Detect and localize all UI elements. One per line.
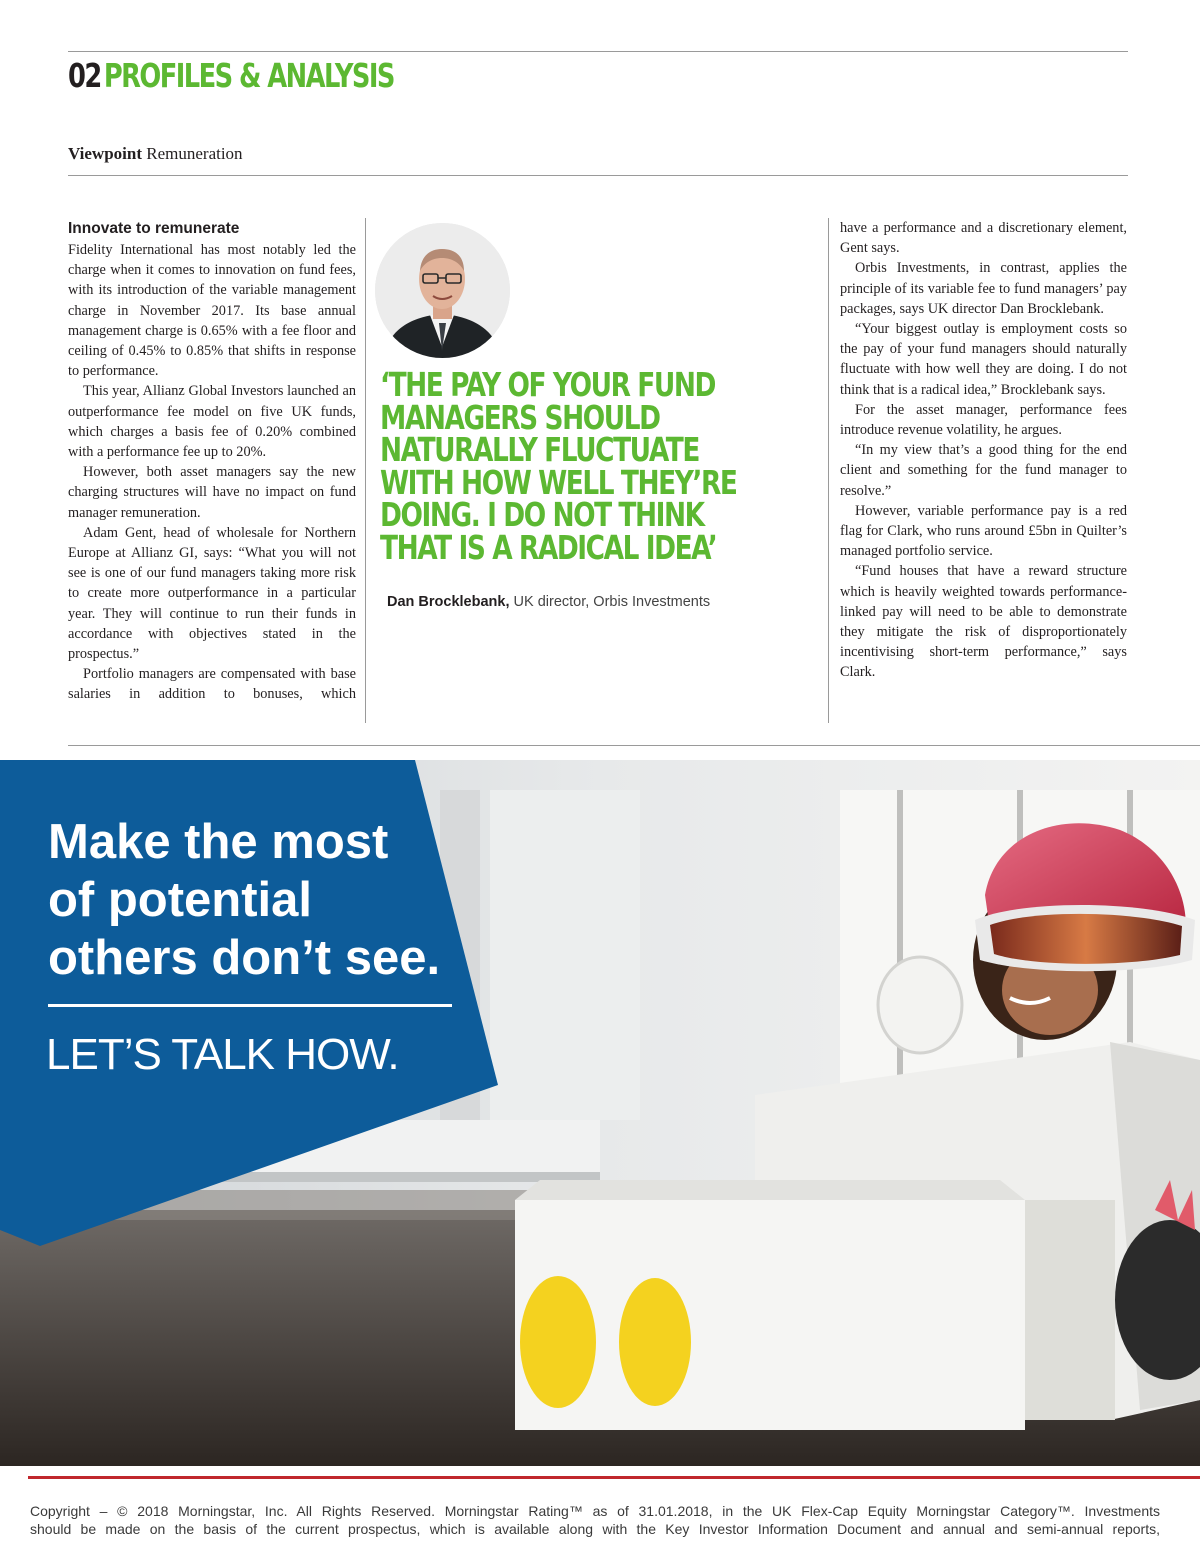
quote-author: Dan Brocklebank, — [387, 594, 510, 610]
kicker-topic: Remuneration — [146, 144, 243, 163]
article-kicker — [68, 143, 243, 165]
portrait-illustration — [375, 223, 510, 358]
headline-line: others don’t see. — [48, 931, 441, 985]
paragraph: This year, Allianz Global Investors launched an outperformance fee model on five UK funds, which charges a basis fee of 0.20% combined with a performance fee up to 20%. — [68, 383, 356, 461]
paragraph: “In my view that’s a good thing for the end client and something for the fund manager to resolve.” — [840, 442, 1127, 499]
paragraph: However, variable performance pay is a red flag for Clark, who runs around £5bn in Quilter’s managed portfolio service. — [840, 502, 1127, 560]
section-name: PROFILES & ANALYSIS — [103, 56, 394, 95]
paragraph: “Your biggest outlay is employment costs so the pay of your fund managers should naturally fluctuate with how well they are doing. I do not think that is a radical idea,” Brocklebank says. — [840, 321, 1127, 398]
kicker-label: Viewpoint — [68, 144, 142, 163]
headline-line: of potential — [48, 873, 313, 927]
advert-cta: LET’S TALK HOW. — [46, 1030, 399, 1079]
paragraph: Adam Gent, head of wholesale for Northern Europe at Allianz GI, says: “What you will not see is one of our fund managers taking more risk to create more outperformance in a particular year. They will continue to run their funds in accordance with objectives stated in the prospectus.” — [68, 524, 356, 663]
column-divider — [365, 218, 366, 723]
pull-quote-credit — [387, 594, 710, 610]
paragraph: “Fund houses that have a reward structure which is heavily weighted towards performance-linked pay will need to be able to demonstrate they mitigate the risk of disproportionately incentivising short-term performance,” says Clark. — [840, 563, 1127, 681]
advert-divider — [48, 1004, 452, 1007]
author-portrait — [375, 223, 510, 358]
headline-line: Make the most — [48, 815, 389, 869]
section-number: 02 — [68, 56, 101, 95]
paragraph: Portfolio managers are compensated with base salaries in addition to bonuses, which — [68, 666, 356, 703]
kicker-rule — [68, 175, 1128, 176]
footer-red-rule — [28, 1476, 1200, 1479]
article-column-left — [68, 218, 356, 705]
pull-quote: ‘THE PAY OF YOUR FUND MANAGERS SHOULD NATURALLY FLUCTUATE WITH HOW WELL THEY’RE DOING. I DO NOT THINK THAT IS A RADICAL IDEA’ — [380, 365, 737, 567]
paragraph: have a performance and a discretionary element, Gent says. — [840, 220, 1127, 257]
article-column-right — [840, 218, 1127, 683]
column-divider — [828, 218, 829, 723]
paragraph: However, both asset managers say the new charging structures will have no impact on fund manager remuneration. — [68, 464, 356, 521]
advert-headline — [48, 813, 440, 987]
legal-disclaimer — [30, 1502, 1160, 1538]
disclaimer-line: should be made on the basis of the current prospectus, which is available along with the Key Investor Information Document and annual and semi-annual reports, — [30, 1521, 1160, 1537]
article-bottom-rule — [68, 745, 1200, 746]
quote-author-role: UK director, Orbis Investments — [513, 594, 711, 610]
article-subhead: Innovate to remunerate — [68, 220, 240, 237]
paragraph: Orbis Investments, in contrast, applies the principle of its variable fee to fund managers’ pay packages, says UK director Dan Brocklebank. — [840, 260, 1127, 317]
section-heading — [68, 54, 394, 98]
top-rule — [68, 51, 1128, 52]
paragraph: Fidelity International has most notably led the charge when it comes to innovation on fund fees, with its introduction of the variable management charge in November 2017. Its base annual management charge is 0.65% with a fee floor and ceiling of 0.45% to 0.85% that shifts in response to performance. — [68, 242, 356, 380]
paragraph: For the asset manager, performance fees introduce revenue volatility, he argues. — [840, 401, 1127, 439]
disclaimer-line: Copyright – © 2018 Morningstar, Inc. All Rights Reserved. Morningstar Rating™ as of 31.01.2018, in the UK Flex-Cap Equity Morningstar Category™. Investments — [30, 1503, 1160, 1519]
